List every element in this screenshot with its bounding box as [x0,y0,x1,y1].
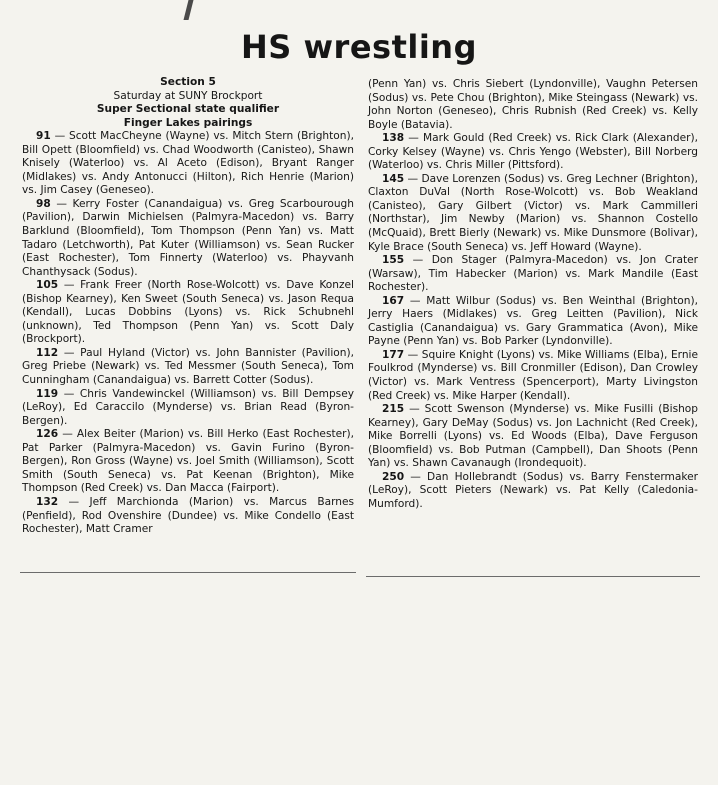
ink-mark [184,0,194,20]
pairings-text: — Paul Hyland (Victor) vs. John Bannister (Pavilion), Greg Priebe (Newark) vs. Ted Messmer (South Seneca), Tom Cunningham (Canandaigua) vs. Barrett Cotter (Sodus). [22,346,354,387]
right-column [368,78,698,512]
pairings-text: — Mark Gould (Red Creek) vs. Rick Clark (Alexander), Corky Kelsey (Wayne) vs. Chris Yengo (Webster), Bill Norberg (Waterloo) vs. Chris Miller (Pittsford). [368,132,699,172]
fold-line-right [366,576,700,577]
weight-class: 138 [382,132,405,145]
pairings-text: — Dan Hollebrandt (Sodus) vs. Barry Fenstermaker (LeRoy), Scott Pieters (Newark) vs. Pat Kelly (Caledonia-Mumford). [368,470,698,510]
weight-class: 132 [36,495,59,508]
weight-class-entry [22,496,354,537]
pairings-list-right [368,132,698,511]
continued-text: (Penn Yan) vs. Chris Siebert (Lyndonville), Vaughn Petersen (Sodus) vs. Pete Chou (Brighton), Mike Steingass (Newark) vs. John Norton (Geneseo), Chris Rubnish (Red Creek) vs. Kelly Boyle (Batavia). [368,78,698,131]
weight-class: 126 [36,428,59,441]
weight-class-entry [22,428,354,496]
weight-class: 91 [36,130,51,143]
pairings-text: — Frank Freer (North Rose-Wolcott) vs. Dave Konzel (Bishop Kearney), Ken Sweet (South Seneca) vs. Jason Requa (Kendall), Lucas Dobbins (Lyons) vs. Rick Schubnehl (unknown), Ted Thompson (Penn Yan) vs. Scott Daly (Brockport). [22,279,354,346]
weight-class-entry [368,295,698,349]
weight-class: 177 [382,348,405,361]
weight-class: 112 [36,346,59,359]
pairings-text: — Scott MacCheyne (Wayne) vs. Mitch Stern (Brighton), Bill Opett (Bloomfield) vs. Chad Woodworth (Canisteo), Shawn Knisely (Waterloo) vs. Al Aceto (Edison), Bryant Ranger (Midlakes) vs. Andy Antonucci (Hilton), Rich Henrie (Marion) vs. Jim Casey (Geneseo). [22,130,354,197]
pairings-text: — Matt Wilbur (Sodus) vs. Ben Weinthal (Brighton), Jerry Haers (Midlakes) vs. Greg Leitten (Pavilion), Nick Castiglia (Canandaigua) vs. Gary Grammatica (Avon), Mike Payne (Penn Yan) vs. Bob Parker (Lyndonville). [368,294,699,348]
weight-class-entry [22,347,354,388]
section-label: Section 5 [160,76,216,88]
location-line: Saturday at SUNY Brockport [113,89,263,102]
pairings-text: — Alex Beiter (Marion) vs. Bill Herko (East Rochester), Pat Parker (Palmyra-Macedon) vs. Gavin Furino (Byron-Bergen), Ron Gross (Wayne) vs. Joel Smith (Williamson), Scott Smith (South Seneca) vs. Pat Keenan (Brighton), Mike Thompson (Red Creek) vs. Dan Macca (Fairport). [22,428,354,495]
pairings-text: — Kerry Foster (Canandaigua) vs. Greg Scarbourough (Pavilion), Darwin Michielsen (Palmyra-Macedon) vs. Barry Barklund (Bloomfield), Tom Thompson (Penn Yan) vs. Matt Tadaro (Letchworth), Pat Kuter (Williamson) vs. Sean Rucker (East Rochester), Tom Finnerty (Waterloo) vs. Phayvanh Chanthysack (Sodus). [22,197,354,278]
weight-class-entry [368,349,698,403]
left-column [22,76,354,537]
weight-class: 167 [382,294,405,307]
weight-class: 119 [36,387,59,400]
subtitle: Super Sectional state qualifier [96,103,280,116]
weight-class-entry [368,471,698,512]
pairings-text: — Squire Knight (Lyons) vs. Mike Williams (Elba), Ernie Foulkrod (Mynderse) vs. Bill Cronmiller (Edison), Dan Crowley (Victor) vs. Mark Ventress (Spencerport), Marty Livingston (Red Creek) vs. Mike Harper (Kendall). [368,348,698,402]
weight-class-entry [368,132,698,173]
fold-line-left [20,572,356,573]
pairings-text: — Don Stager (Palmyra-Macedon) vs. Jon Crater (Warsaw), Tim Habecker (Marion) vs. Mark Mandile (East Rochester). [368,254,698,294]
weight-class-entry [22,279,354,347]
subheading: Finger Lakes pairings [123,116,253,129]
weight-class-entry [368,254,698,295]
weight-class: 250 [382,470,405,483]
weight-class: 155 [382,254,405,267]
pairings-text: — Jeff Marchionda (Marion) vs. Marcus Barnes (Penfield), Rod Ovenshire (Dundee) vs. Mike Condello (East Rochester), Matt Cramer [22,495,354,536]
weight-class-entry [22,388,354,429]
pairings-text: — Dave Lorenzen (Sodus) vs. Greg Lechner (Brighton), Claxton DuVal (North Rose-Wolcott) vs. Bob Weakland (Canisteo), Gary Gilbert (Victor) vs. Mark Cammilleri (Northstar), Jim Newby (Marion) vs. Shannon Costello (McQuaid), Brett Bierly (Newark) vs. Mike Dunsmore (Bolivar), Kyle Brace (South Seneca) vs. Jeff Howard (Wayne). [368,172,698,253]
pairings-list-left [22,130,354,536]
headline: HS wrestling [241,28,477,66]
weight-class-entry [22,130,354,198]
pairings-text: — Scott Swenson (Mynderse) vs. Mike Fusilli (Bishop Kearney), Gary DeMay (Sodus) vs. Jon Lachnicht (Red Creek), Mike Borrelli (Lyons) vs. Ed Woods (Elba), Dave Ferguson (Bloomfield) vs. Bob Putman (Campbell), Dan Shoots (Penn Yan) vs. Shawn Cavanaugh (Irondequoit). [368,403,699,470]
weight-class: 98 [36,197,51,210]
weight-class: 215 [382,403,405,416]
weight-class-entry [368,173,698,254]
weight-class-entry [22,198,354,279]
weight-class-entry [368,403,698,471]
weight-class: 105 [36,279,59,292]
weight-class: 145 [382,172,405,185]
pairings-text: — Chris Vandewinckel (Williamson) vs. Bill Dempsey (LeRoy), Ed Caraccilo (Mynderse) vs. Brian Read (Byron-Bergen). [22,387,354,427]
